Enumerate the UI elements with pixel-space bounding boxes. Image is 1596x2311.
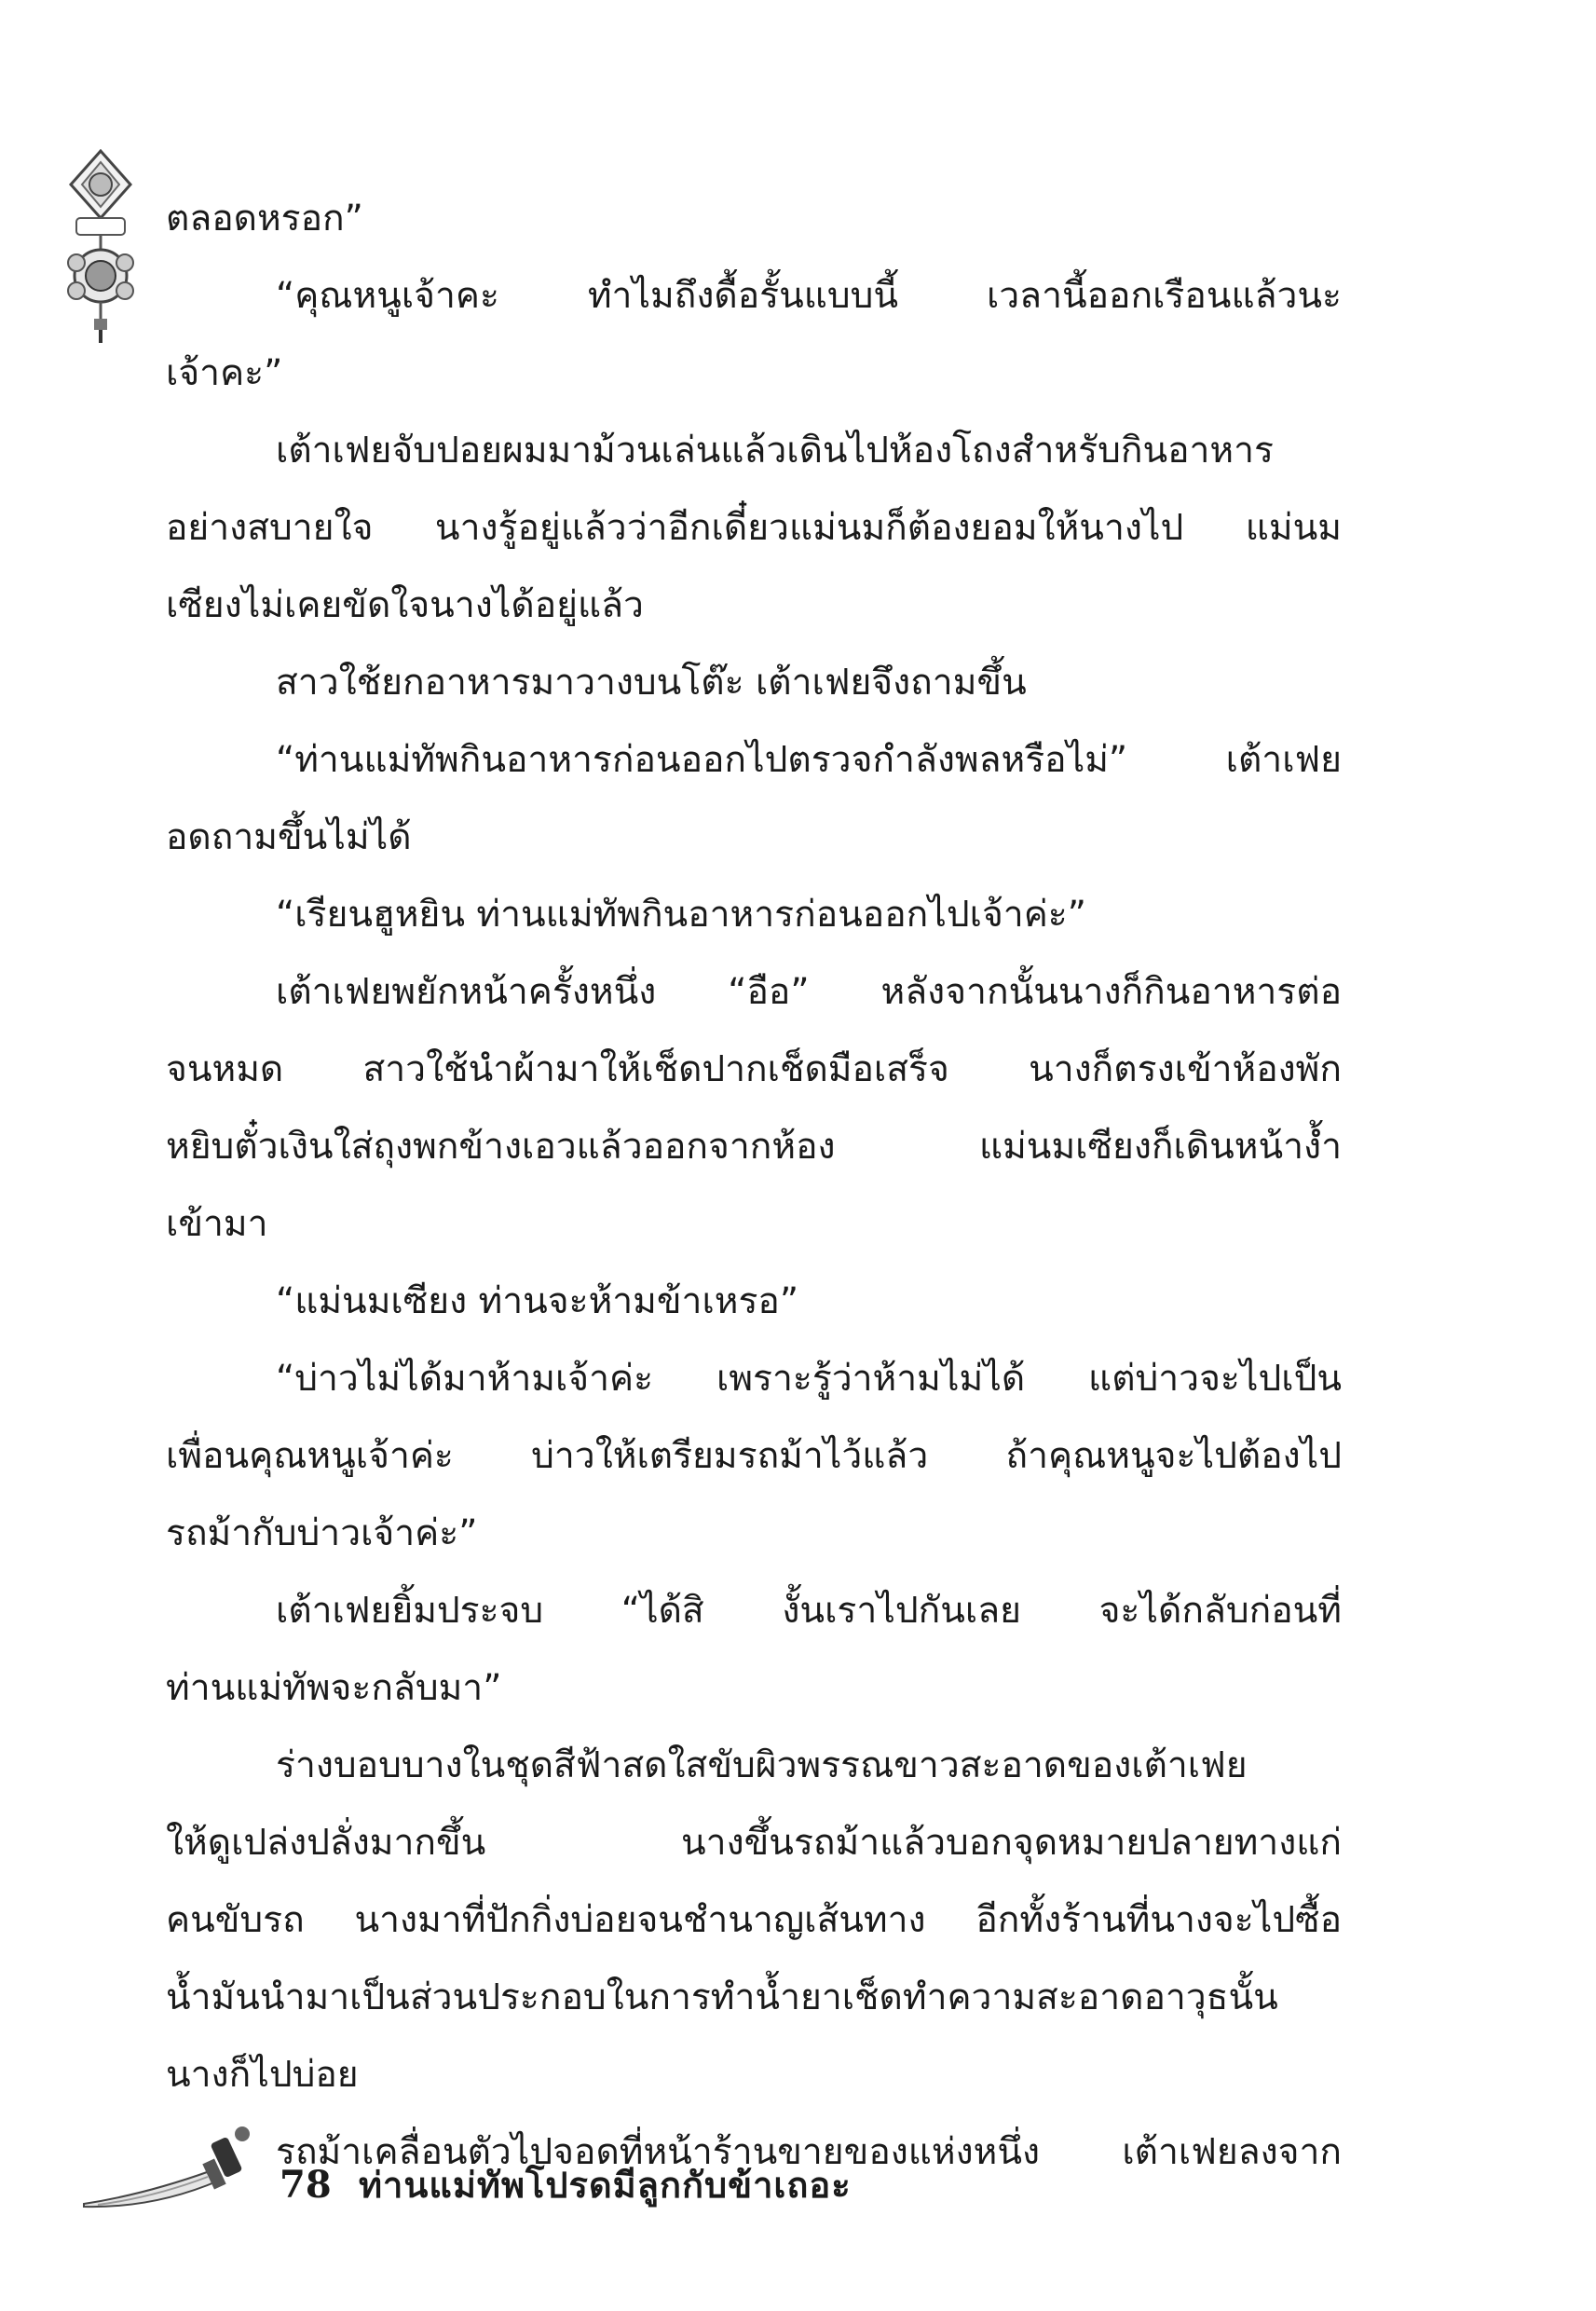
page-number: 78	[280, 2163, 332, 2207]
text-line: เต้าเฟยจับปอยผมมาม้วนเล่นแล้วเดินไปห้องโถงสำหรับกินอาหาร	[276, 430, 1274, 472]
text-line: “เรียนฮูหยิน ท่านแม่ทัพกินอาหารก่อนออกไปเจ้าค่ะ”	[276, 894, 1086, 936]
text-line: “แม่นมเซียง ท่านจะห้ามข้าเหรอ”	[276, 1280, 799, 1322]
text-line: ให้ดูเปล่งปลั่งมากขึ้น นางขึ้นรถม้าแล้วบอกจุดหมายปลายทางแก่	[166, 1822, 1342, 1864]
text-line: นํ้ามันนำมาเป็นส่วนประกอบในการทำนํ้ายาเช็ดทำความสะอาดอาวุธนั้น	[166, 1976, 1278, 2018]
text-line: “ท่านแม่ทัพกินอาหารก่อนออกไปตรวจกำลังพลหรือไม่” เต้าเฟย	[276, 739, 1342, 781]
text-line: เซียงไม่เคยขัดใจนางได้อยู่แล้ว	[166, 584, 644, 626]
text-line: ร่างบอบบางในชุดสีฟ้าสดใสขับผิวพรรณขาวสะอาดของเต้าเฟย	[276, 1744, 1248, 1786]
text-line: สาวใช้ยกอาหารมาวางบนโต๊ะ เต้าเฟยจึงถามขึ้น	[276, 662, 1027, 704]
text-line: ตลอดหรอก”	[166, 198, 363, 239]
text-line: เข้ามา	[166, 1203, 268, 1245]
page-footer	[79, 2115, 918, 2227]
book-title: ท่านแม่ทัพโปรดมีลูกกับข้าเถอะ	[359, 2165, 852, 2206]
text-line: คนขับรถ นางมาที่ปักกิ่งบ่อยจนชำนาญเส้นทาง อีกทั้งร้านที่นางจะไปซื้อ	[166, 1899, 1342, 1941]
sword-icon	[79, 2115, 266, 2218]
text-line: อย่างสบายใจ นางรู้อยู่แล้วว่าอีกเดี๋ยวแม่นมก็ต้องยอมให้นางไป แม่นม	[166, 507, 1342, 549]
text-line: เต้าเฟยยิ้มประจบ “ได้สิ งั้นเราไปกันเลย จะได้กลับก่อนที่	[276, 1590, 1342, 1632]
text-line: จนหมด สาวใช้นำผ้ามาให้เช็ดปากเช็ดมือเสร็จ นางก็ตรงเข้าห้องพัก	[166, 1048, 1342, 1090]
text-line: “บ่าวไม่ได้มาห้ามเจ้าค่ะ เพราะรู้ว่าห้ามไม่ได้ แต่บ่าวจะไปเป็น	[276, 1358, 1342, 1400]
text-line: เต้าเฟยพยักหน้าครั้งหนึ่ง “อือ” หลังจากนั้นนางก็กินอาหารต่อ	[276, 971, 1342, 1013]
text-line: นางก็ไปบ่อย	[166, 2054, 359, 2096]
text-line: “คุณหนูเจ้าคะ ทำไมถึงดื้อรั้นแบบนี้ เวลานี้ออกเรือนแล้วนะ	[276, 275, 1342, 317]
text-line: อดถามขึ้นไม่ได้	[166, 816, 412, 858]
text-line: เจ้าคะ”	[166, 352, 283, 394]
floral-emblem-icon	[63, 149, 138, 345]
text-line: รถม้าเคลื่อนตัวไปจอดที่หน้าร้านขายของแห่งหนึ่ง เต้าเฟยลงจาก	[276, 2131, 1342, 2173]
text-line: ท่านแม่ทัพจะกลับมา”	[166, 1667, 502, 1709]
text-line: หยิบตั๋วเงินใส่ถุงพกข้างเอวแล้วออกจากห้อง แม่นมเซียงก็เดินหน้างํ้า	[166, 1126, 1342, 1168]
text-line: เพื่อนคุณหนูเจ้าค่ะ บ่าวให้เตรียมรถม้าไว้แล้ว ถ้าคุณหนูจะไปต้องไป	[166, 1435, 1342, 1477]
text-line: รถม้ากับบ่าวเจ้าค่ะ”	[166, 1512, 478, 1554]
